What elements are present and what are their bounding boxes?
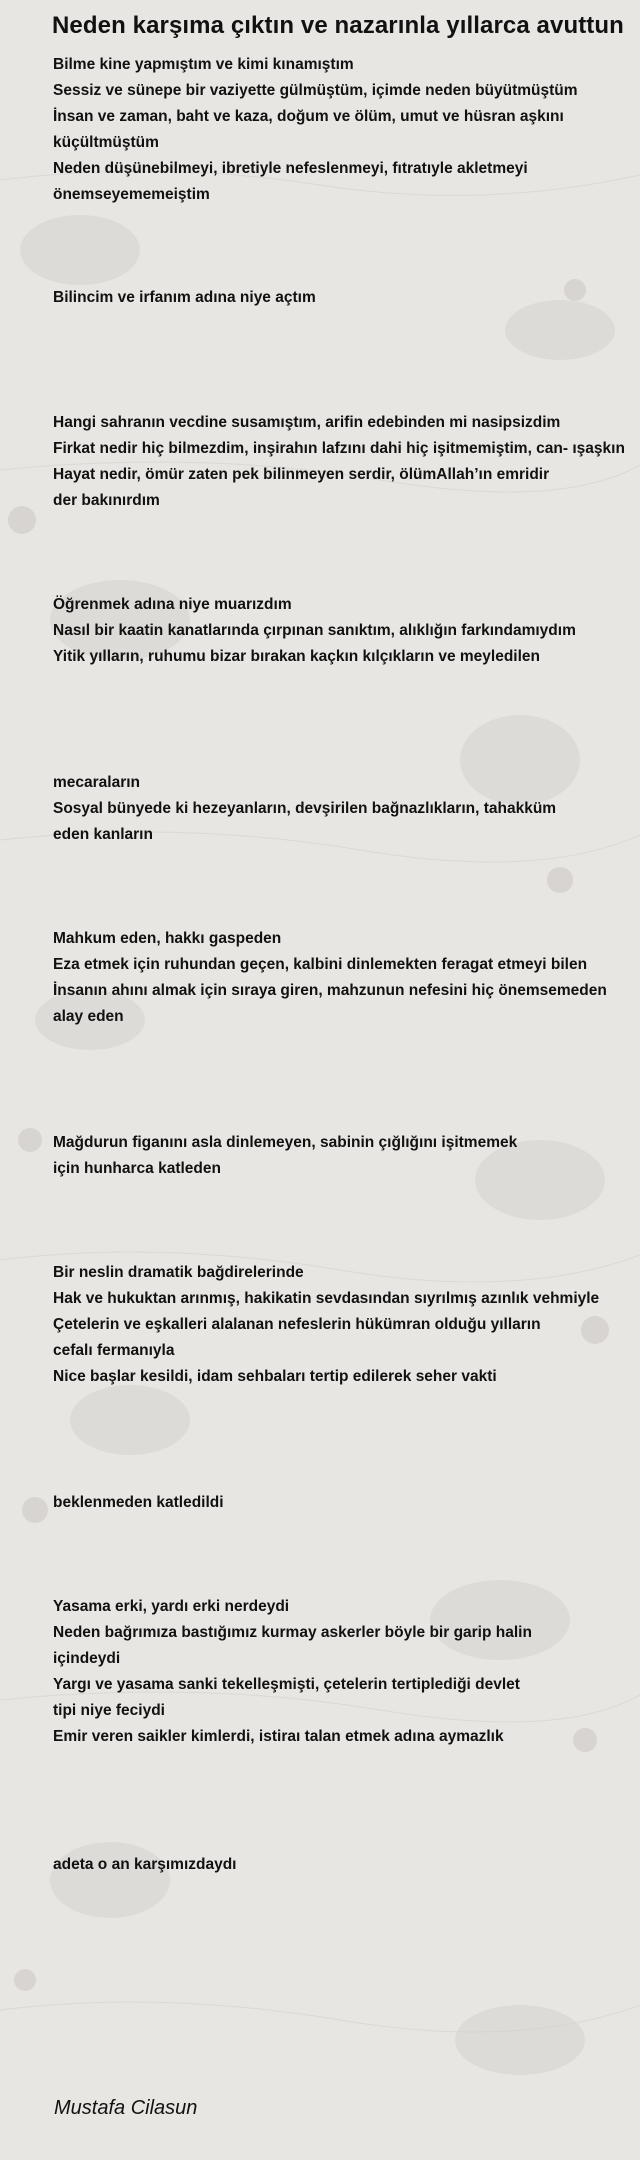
poem-line: önemseyememeiştim xyxy=(53,186,210,203)
poem-line: Eza etmek için ruhundan geçen, kalbini dinlemekten feragat etmeyi bilen xyxy=(53,956,588,973)
poem-line: Yitik yılların, ruhumu bizar bırakan kaçkın kılçıkların ve meyledilen xyxy=(53,648,541,665)
poem-line: içindeydi xyxy=(53,1650,121,1667)
stanza-6 xyxy=(53,926,607,1030)
poem-line: Hayat nedir, ömür zaten pek bilinmeyen serdir, ölümAllah’ın emridir xyxy=(53,466,550,483)
poem-line: tipi niye feciydi xyxy=(53,1702,165,1719)
poem-line: Firkat nedir hiç bilmezdim, inşirahın lafzını dahi hiç işitmemiştim, can- ışaşkın xyxy=(53,440,625,457)
poem-line: Bilincim ve irfanım adına niye açtım xyxy=(53,289,316,306)
poem-line: cefalı fermanıyla xyxy=(53,1342,175,1359)
poem-line: Neden bağrımıza bastığımız kurmay askerler böyle bir garip halin xyxy=(53,1624,532,1641)
poem-line: Yasama erki, yardı erki nerdeydi xyxy=(53,1598,290,1615)
poem-line: eden kanların xyxy=(53,826,153,843)
stanza-8 xyxy=(53,1260,599,1390)
poem-line: Çetelerin ve eşkalleri alalanan nefeslerin hükümran olduğu yılların xyxy=(53,1316,541,1333)
poem-line: küçültmüştüm xyxy=(53,134,159,151)
poem-line: Nice başlar kesildi, idam sehbaları tertip edilerek seher vakti xyxy=(53,1368,497,1385)
poem-line: Mağdurun figanını asla dinlemeyen, sabinin çığlığını işitmemek xyxy=(53,1134,518,1151)
poem-line: İnsanın ahını almak için sıraya giren, mahzunun nefesini hiç önemsemeden xyxy=(53,982,607,999)
poem-line: için hunharca katleden xyxy=(53,1160,221,1177)
poem-line: Emir veren saikler kimlerdi, istiraı talan etmek adına aymazlık xyxy=(53,1728,504,1745)
poem-line: Hak ve hukuktan arınmış, hakikatin sevdasından sıyrılmış azınlık vehmiyle xyxy=(53,1290,600,1307)
poem-line: Hangi sahranın vecdine susamıştım, arifin edebinden mi nasipsizdim xyxy=(53,414,561,431)
poem-line: Bir neslin dramatik bağdirelerinde xyxy=(53,1264,304,1281)
stanza-4 xyxy=(53,592,576,670)
poem-line: Sosyal bünyede ki hezeyanların, devşirilen bağnazlıkların, tahakküm xyxy=(53,800,557,817)
stanza-3 xyxy=(53,410,625,514)
author-name: Mustafa Cilasun xyxy=(54,2097,198,2119)
poem-line: Bilme kine yapmıştım ve kimi kınamıştım xyxy=(53,56,354,73)
poem-line: Neden düşünebilmeyi, ibretiyle nefeslenmeyi, fıtratıyle akletmeyi xyxy=(53,160,528,177)
poem-title: Neden karşıma çıktın ve nazarınla yıllarca avuttun xyxy=(52,12,624,39)
poem-line: Yargı ve yasama sanki tekelleşmişti, çetelerin tertiplediği devlet xyxy=(53,1676,520,1693)
poem-line: adeta o an karşımızdaydı xyxy=(53,1856,237,1873)
poem-line: İnsan ve zaman, baht ve kaza, doğum ve ölüm, umut ve hüsran aşkını xyxy=(53,108,564,125)
poem-line: beklenmeden katledildi xyxy=(53,1494,224,1511)
poem-line: Sessiz ve sünepe bir vaziyette gülmüştüm, içimde neden büyütmüştüm xyxy=(53,82,578,99)
poem-line: mecaraların xyxy=(53,774,141,791)
poem-line: Nasıl bir kaatin kanatlarında çırpınan sanıktım, alıklığın farkındamıydım xyxy=(53,622,576,639)
poem-line: Öğrenmek adına niye muarızdım xyxy=(53,596,292,613)
poem-line: Mahkum eden, hakkı gaspeden xyxy=(53,930,282,947)
stanza-1 xyxy=(53,52,578,208)
stanza-9 xyxy=(53,1490,224,1516)
stanza-2 xyxy=(53,285,316,311)
stanza-11 xyxy=(53,1852,237,1878)
poem-line: alay eden xyxy=(53,1008,124,1025)
poem-line: der bakınırdım xyxy=(53,492,160,509)
stanza-7 xyxy=(53,1130,517,1182)
stanza-10 xyxy=(53,1594,532,1750)
stanza-5 xyxy=(53,770,556,848)
